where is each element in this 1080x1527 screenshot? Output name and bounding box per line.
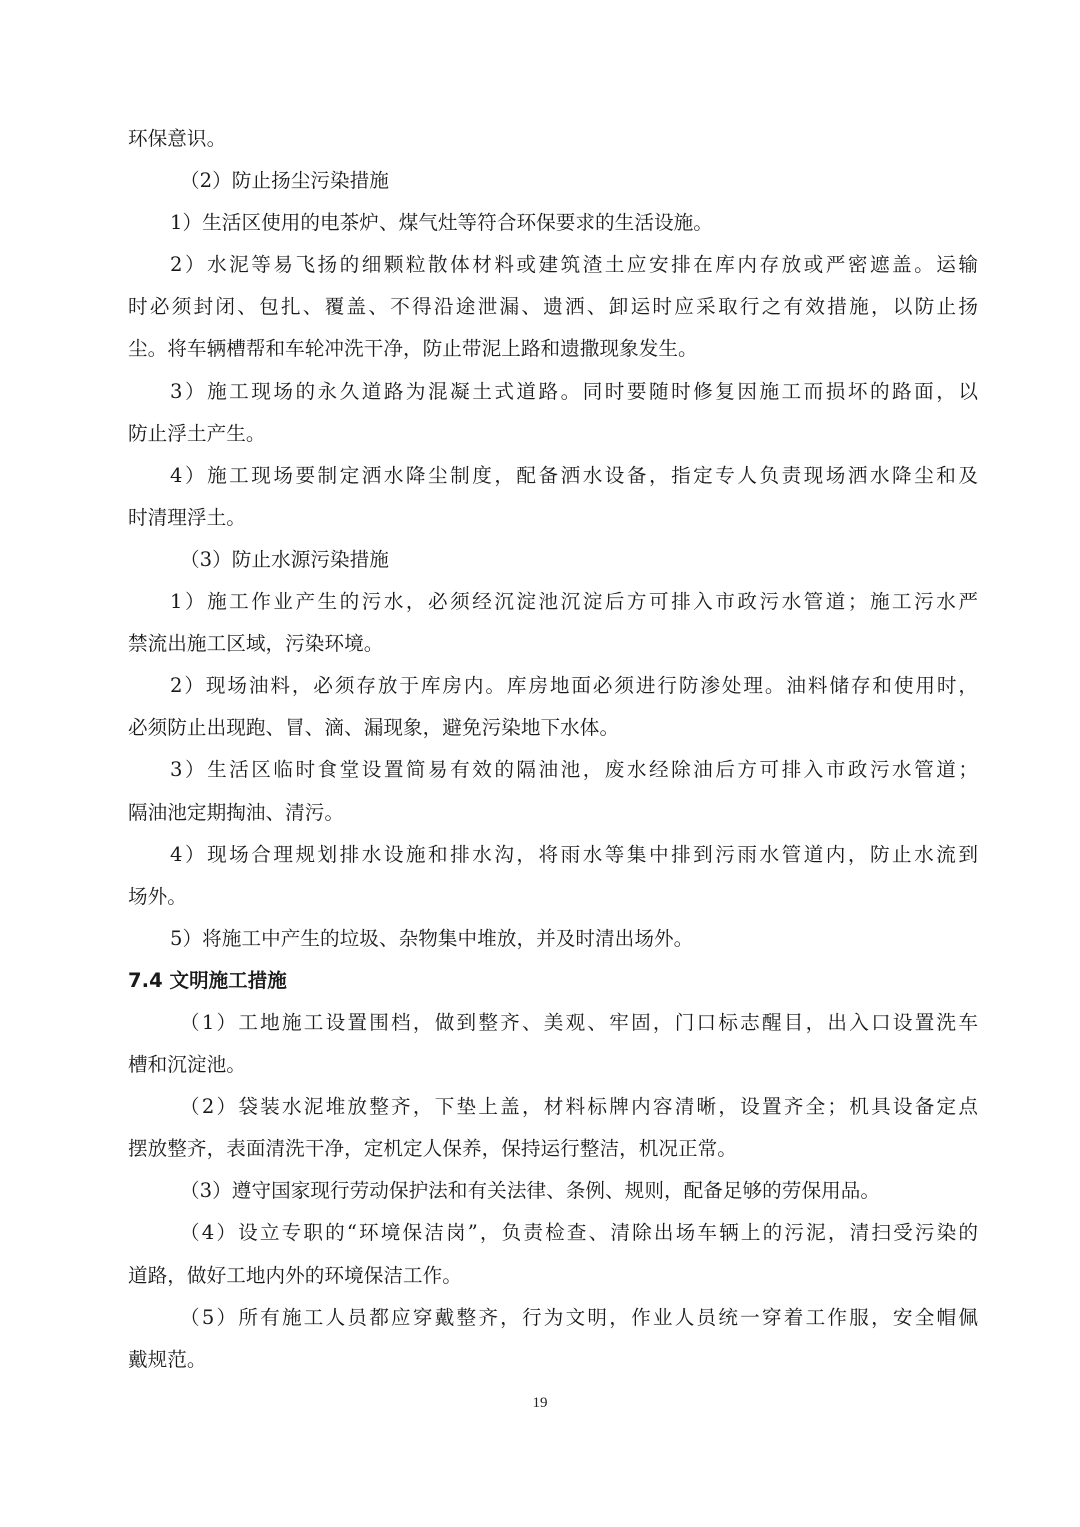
text-line: 3）生活区临时食堂设置简易有效的隔油池，废水经除油后方可排入市政污水管道； — [170, 758, 978, 782]
text-line: 时清理浮土。 — [128, 505, 246, 529]
text-line: 2）现场油料，必须存放于库房内。库房地面必须进行防渗处理。油料储存和使用时， — [170, 674, 978, 698]
text-line: 摆放整齐，表面清洗干净，定机定人保养，保持运行整洁，机况正常。 — [128, 1137, 737, 1161]
text-line: 5）将施工中产生的垃圾、杂物集中堆放，并及时清出场外。 — [170, 926, 694, 950]
section-subheading: （3）防止水源污染措施 — [180, 547, 389, 571]
body-text — [128, 118, 978, 1381]
section-subheading: （2）防止扬尘污染措施 — [180, 169, 389, 193]
text-line: （2）袋装水泥堆放整齐，下垫上盖，材料标牌内容清晰，设置齐全；机具设备定点 — [180, 1095, 978, 1119]
text-line: 4）施工现场要制定洒水降尘制度，配备洒水设备，指定专人负责现场洒水降尘和及 — [170, 463, 978, 487]
section-heading: 7.4 文明施工措施 — [128, 968, 287, 992]
text-line: 2）水泥等易飞扬的细颗粒散体材料或建筑渣土应安排在库内存放或严密遮盖。运输 — [170, 253, 978, 277]
text-line: 防止浮土产生。 — [128, 421, 266, 445]
text-line: 戴规范。 — [128, 1347, 207, 1371]
text-line: 道路，做好工地内外的环境保洁工作。 — [128, 1263, 462, 1287]
text-line: 场外。 — [128, 884, 187, 908]
text-line: 禁流出施工区域，污染环境。 — [128, 632, 384, 656]
text-line: （1）工地施工设置围档，做到整齐、美观、牢固，门口标志醒目，出入口设置洗车 — [180, 1010, 978, 1034]
text-line: 槽和沉淀池。 — [128, 1053, 246, 1077]
text-line: 3）施工现场的永久道路为混凝土式道路。同时要随时修复因施工而损坏的路面，以 — [170, 379, 978, 403]
text-line: 4）现场合理规划排水设施和排水沟，将雨水等集中排到污雨水管道内，防止水流到 — [170, 842, 978, 866]
text-line: 1）施工作业产生的污水，必须经沉淀池沉淀后方可排入市政污水管道；施工污水严 — [170, 590, 978, 614]
text-line: 必须防止出现跑、冒、滴、漏现象，避免污染地下水体。 — [128, 716, 620, 740]
text-line: （4）设立专职的“环境保洁岗”，负责检查、清除出场车辆上的污泥，清扫受污染的 — [180, 1221, 978, 1245]
text-line: 尘。将车辆槽帮和车轮冲洗干净，防止带泥上路和遗撒现象发生。 — [128, 337, 698, 361]
text-line: 隔油池定期掏油、清污。 — [128, 800, 345, 824]
text-line: 时必须封闭、包扎、覆盖、不得沿途泄漏、遗洒、卸运时应采取行之有效措施，以防止扬 — [128, 295, 978, 319]
text-line: 1）生活区使用的电茶炉、煤气灶等符合环保要求的生活设施。 — [170, 211, 713, 235]
page-number: 19 — [532, 1395, 548, 1411]
text-line: （3）遵守国家现行劳动保护法和有关法律、条例、规则，配备足够的劳保用品。 — [180, 1179, 881, 1203]
text-line: （5）所有施工人员都应穿戴整齐，行为文明，作业人员统一穿着工作服，安全帽佩 — [180, 1305, 978, 1329]
text-line: 环保意识。 — [128, 127, 227, 150]
